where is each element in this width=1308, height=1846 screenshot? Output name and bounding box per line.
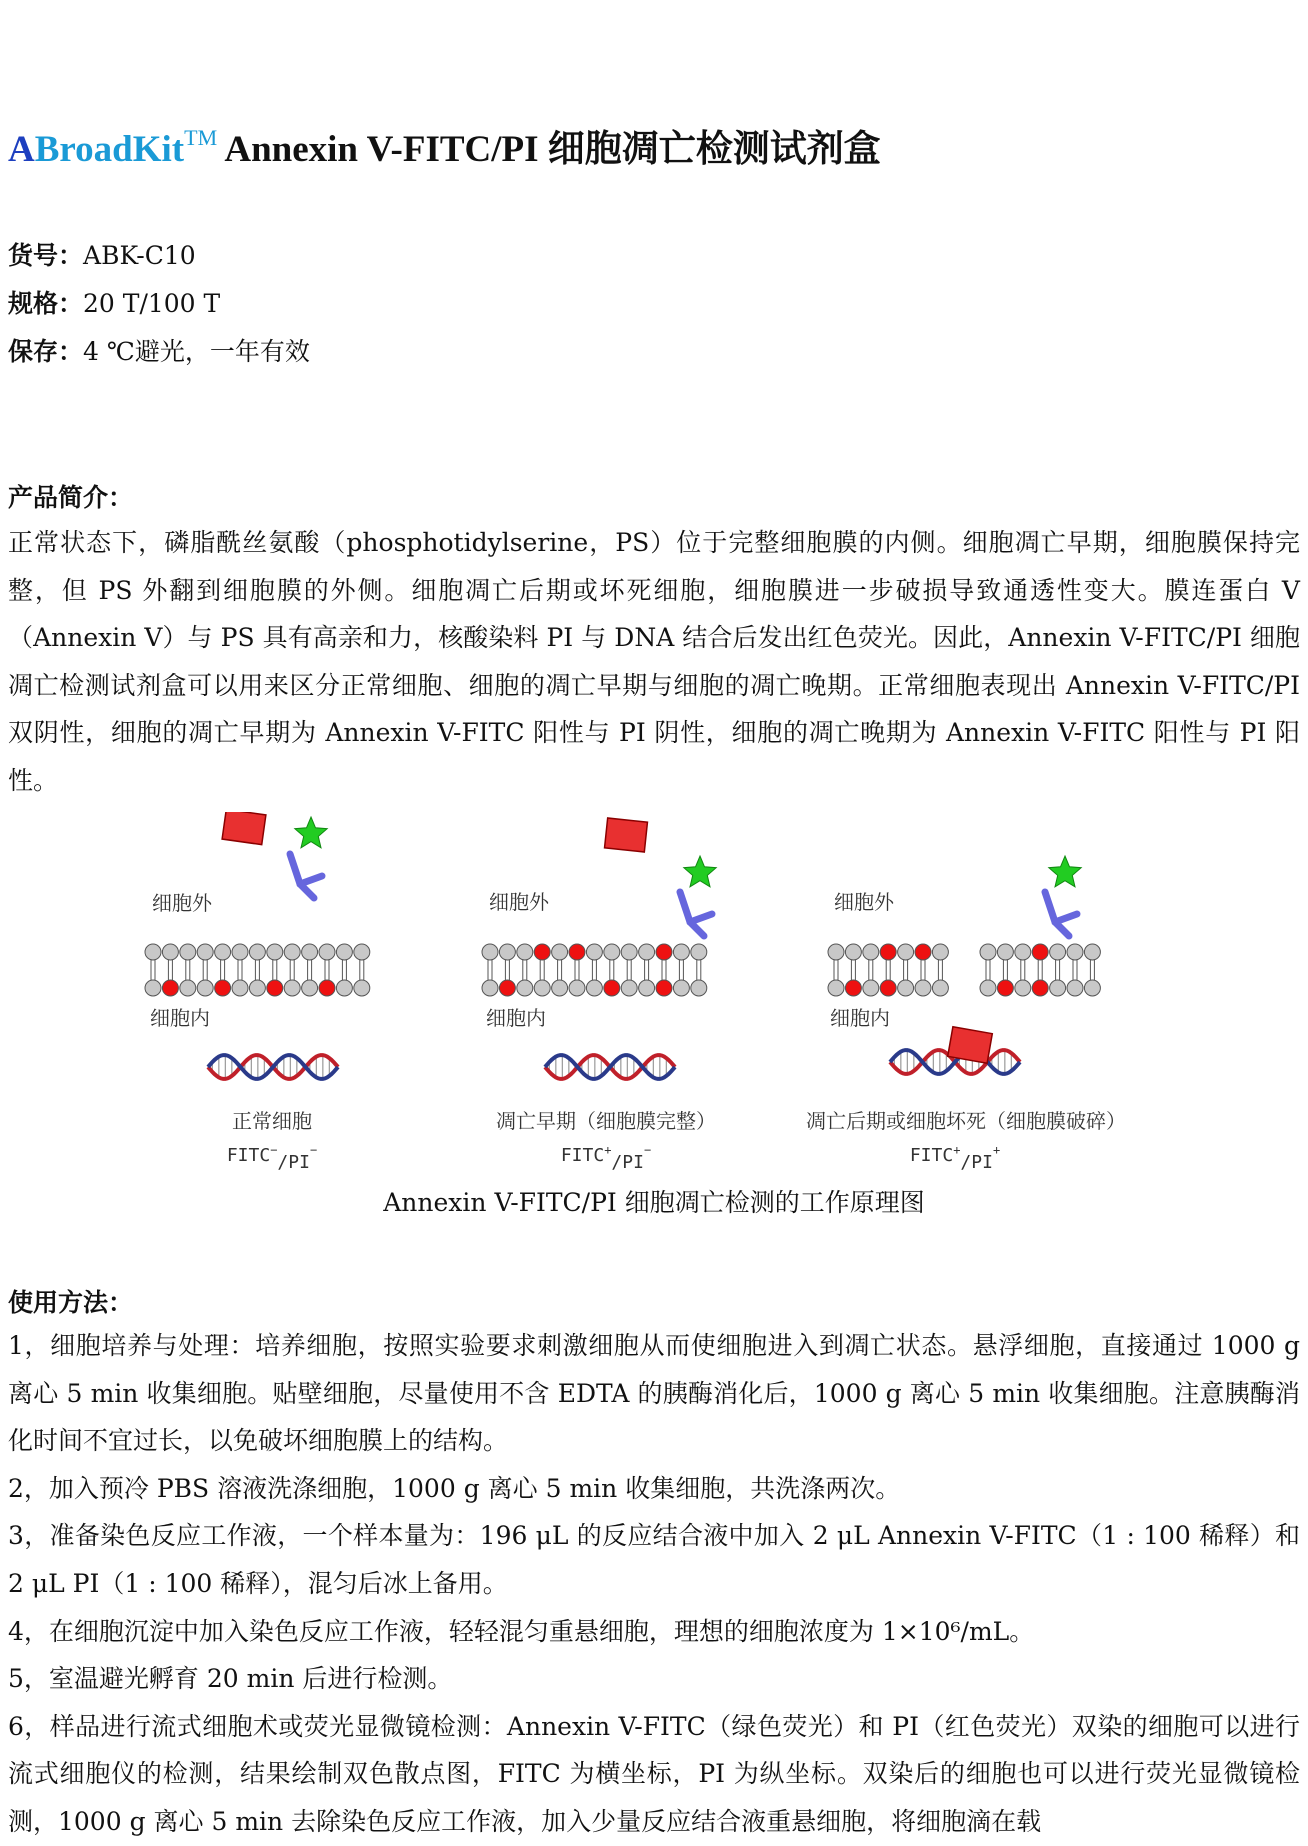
lipid-head xyxy=(898,944,914,960)
lipid-head xyxy=(1050,944,1066,960)
lipid-head xyxy=(517,944,533,960)
lipid-head xyxy=(319,944,335,960)
lipid-head xyxy=(1067,980,1083,996)
step-item: 3，准备染色反应工作液，一个样本量为：196 μL 的反应结合液中加入 2 μL Annexin V-FITC（1 : 100 稀释）和 2 μL PI（1 : 100 稀释），混匀后冰上备用。 xyxy=(8,1521,1300,1598)
lipid-head xyxy=(499,944,515,960)
fitc-star-icon xyxy=(684,856,716,887)
cell-state-label: 凋亡早期（细胞膜完整） xyxy=(496,1109,716,1133)
antibody-arm xyxy=(1055,922,1069,936)
outside-label: 细胞外 xyxy=(152,891,212,915)
ps-lipid-head xyxy=(915,944,931,960)
fitc-star-icon xyxy=(1049,856,1081,887)
annexin-antibody-icon xyxy=(680,892,712,936)
lipid-head xyxy=(232,944,248,960)
ps-lipid-head xyxy=(1032,944,1048,960)
specification xyxy=(8,284,220,320)
spec-value: 20 T/100 T xyxy=(83,289,221,318)
lipid-head xyxy=(1067,944,1083,960)
lipid-head xyxy=(267,944,283,960)
fitc-pi-label xyxy=(561,1143,651,1173)
ps-lipid-head xyxy=(319,980,335,996)
lipid-head xyxy=(828,980,844,996)
lipid-head xyxy=(863,944,879,960)
step-item: 1，细胞培养与处理：培养细胞，按照实验要求刺激细胞从而使细胞进入到凋亡状态。悬浮细胞，直接通过 1000 g 离心 5 min 收集细胞。贴壁细胞，尽量使用不含 EDTA 的胰酶消化后，1000 g 离心 5 min 收集细胞。注意胰酶消化时间不宜过长，以免破坏细胞膜上的结构。 xyxy=(8,1331,1300,1456)
lipid-head xyxy=(932,944,948,960)
antibody-arm xyxy=(300,884,314,898)
lipid-head xyxy=(932,980,948,996)
fitc-pi-label-part: + xyxy=(992,1143,1001,1157)
step-item: 5，室温避光孵育 20 min 后进行检测。 xyxy=(8,1664,453,1694)
ps-lipid-head xyxy=(569,944,585,960)
lipid-head xyxy=(1015,944,1031,960)
ps-lipid-head xyxy=(499,980,515,996)
cell-membrane xyxy=(145,944,370,996)
outside-label: 细胞外 xyxy=(834,890,894,914)
ps-lipid-head xyxy=(880,944,896,960)
fitc-star-icon xyxy=(295,817,327,848)
product-name: Annexin V-FITC/PI 细胞凋亡检测试剂盒 xyxy=(217,129,881,170)
lipid-head xyxy=(1015,980,1031,996)
fitc-pi-label-part: /PI xyxy=(277,1152,310,1173)
fitc-pi-label-part: /PI xyxy=(611,1152,644,1173)
lipid-head xyxy=(354,944,370,960)
lipid-head xyxy=(162,944,178,960)
lipid-head xyxy=(336,944,352,960)
lipid-head xyxy=(517,980,533,996)
fitc-pi-label-part: + xyxy=(953,1143,961,1157)
lipid-head xyxy=(180,944,196,960)
step-item: 4，在细胞沉淀中加入染色反应工作液，轻轻混匀重悬细胞，理想的细胞浓度为 1×10⁶/mL。 xyxy=(8,1616,1035,1646)
principle-figure xyxy=(0,812,1308,1202)
annexin-antibody-icon xyxy=(290,854,322,898)
lipid-head xyxy=(145,944,161,960)
pi-dye-icon xyxy=(948,1027,993,1063)
ps-lipid-head xyxy=(162,980,178,996)
lipid-head xyxy=(569,980,585,996)
lipid-head xyxy=(997,944,1013,960)
antibody-arm xyxy=(290,854,300,884)
lipid-head xyxy=(828,944,844,960)
cell-state-label: 正常细胞 xyxy=(232,1109,312,1133)
cell-membrane xyxy=(980,944,1100,996)
ps-lipid-head xyxy=(997,980,1013,996)
lipid-head xyxy=(302,944,318,960)
ps-lipid-head xyxy=(656,980,672,996)
lipid-head xyxy=(249,944,265,960)
inside-label: 细胞内 xyxy=(486,1006,546,1030)
pi-dye-icon xyxy=(222,812,266,845)
lipid-head xyxy=(354,980,370,996)
lipid-head xyxy=(249,980,265,996)
step-item: 2，加入预冷 PBS 溶液洗涤细胞，1000 g 离心 5 min 收集细胞，共洗涤两次。 xyxy=(8,1473,901,1503)
lipid-head xyxy=(302,980,318,996)
lipid-head xyxy=(180,980,196,996)
lipid-head xyxy=(673,980,689,996)
fitc-pi-label xyxy=(910,1143,1000,1173)
catalog-value: ABK-C10 xyxy=(83,241,196,270)
lipid-head xyxy=(691,944,707,960)
intro-heading: 产品简介： xyxy=(8,483,134,512)
trademark: TM xyxy=(184,125,218,150)
lipid-head xyxy=(621,944,637,960)
lipid-head xyxy=(1084,980,1100,996)
lipid-head xyxy=(482,980,498,996)
ps-lipid-head xyxy=(845,980,861,996)
step-item: 6，样品进行流式细胞术或荧光显微镜检测：Annexin V-FITC（绿色荧光）和 PI（红色荧光）双染的细胞可以进行流式细胞仪的检测，结果绘制双色散点图，FITC 为横坐标，PI 为纵坐标。双染后的细胞也可以进行荧光显微镜检测，1000 g 离心 5 min 去除染色反应工作液，加入少量反应结合液重悬细胞，将细胞滴在载 xyxy=(8,1711,1300,1836)
lipid-head xyxy=(639,980,655,996)
figure-caption: Annexin V-FITC/PI 细胞凋亡检测的工作原理图 xyxy=(383,1188,925,1217)
fitc-pi-label-part: + xyxy=(604,1143,612,1157)
lipid-head xyxy=(145,980,161,996)
lipid-head xyxy=(552,980,568,996)
lipid-head xyxy=(980,980,996,996)
fitc-pi-label-part: − xyxy=(309,1143,318,1157)
lipid-head xyxy=(534,980,550,996)
lipid-head xyxy=(898,980,914,996)
ps-lipid-head xyxy=(1032,980,1048,996)
lipid-head xyxy=(586,944,602,960)
lipid-head xyxy=(586,980,602,996)
lipid-head xyxy=(1084,944,1100,960)
storage-value: 4 ℃避光，一年有效 xyxy=(83,337,310,366)
inside-label: 细胞内 xyxy=(830,1006,890,1030)
storage xyxy=(8,332,310,368)
method-heading: 使用方法： xyxy=(8,1288,134,1317)
fitc-pi-label xyxy=(227,1143,317,1173)
lipid-head xyxy=(482,944,498,960)
dna-helix-icon xyxy=(545,1055,675,1079)
document-title xyxy=(8,118,881,172)
lipid-head xyxy=(1050,980,1066,996)
lipid-head xyxy=(621,980,637,996)
antibody-arm xyxy=(690,922,704,936)
lipid-head xyxy=(980,944,996,960)
pi-dye-icon xyxy=(605,818,648,852)
cell-state-label: 凋亡后期或细胞坏死（细胞膜破碎） xyxy=(806,1109,1126,1133)
antibody-arm xyxy=(680,892,690,922)
lipid-head xyxy=(604,944,620,960)
cell-membrane xyxy=(828,944,948,996)
dna-helix-icon xyxy=(208,1055,338,1079)
antibody-arm xyxy=(1045,892,1055,922)
fitc-pi-label-part: FITC xyxy=(226,1145,271,1166)
fitc-pi-label-part: /PI xyxy=(960,1152,993,1173)
lipid-head xyxy=(232,980,248,996)
fitc-pi-label-part: − xyxy=(643,1143,652,1157)
method-steps xyxy=(8,1322,1300,1846)
brand-name: BroadKit xyxy=(34,129,185,170)
lipid-head xyxy=(197,944,213,960)
fitc-pi-label-part: − xyxy=(270,1143,278,1157)
cell-membrane xyxy=(482,944,707,996)
intro-paragraph: 正常状态下，磷脂酰丝氨酸（phosphotidylserine，PS）位于完整细胞膜的内侧。细胞凋亡早期，细胞膜保持完整，但 PS 外翻到细胞膜的外侧。细胞凋亡后期或坏死细胞，细胞膜进一步破损导致通透性变大。膜连蛋白 V（Annexin V）与 PS 具有高亲和力，核酸染料 PI 与 DNA 结合后发出红色荧光。因此，Annexin V-FITC/PI 细胞凋亡检测试剂盒可以用来区分正常细胞、细胞的凋亡早期与细胞的凋亡晚期。正常细胞表现出 Annexin V-FITC/PI 双阴性，细胞的凋亡早期为 Annexin V-FITC 阳性与 PI 阴性，细胞的凋亡晚期为 Annexin V-FITC 阳性与 PI 阳性。 xyxy=(8,528,1300,795)
lipid-head xyxy=(215,944,231,960)
brand-a: A xyxy=(8,129,35,170)
ps-lipid-head xyxy=(267,980,283,996)
lipid-head xyxy=(197,980,213,996)
lipid-head xyxy=(915,980,931,996)
ps-lipid-head xyxy=(880,980,896,996)
lipid-head xyxy=(863,980,879,996)
fitc-pi-label-part: FITC xyxy=(909,1145,954,1166)
lipid-head xyxy=(552,944,568,960)
outside-label: 细胞外 xyxy=(489,890,549,914)
fitc-pi-label-part: FITC xyxy=(560,1145,605,1166)
lipid-head xyxy=(691,980,707,996)
ps-lipid-head xyxy=(656,944,672,960)
catalog-number xyxy=(8,236,196,272)
lipid-head xyxy=(284,944,300,960)
ps-lipid-head xyxy=(534,944,550,960)
dna-strand xyxy=(208,1055,338,1079)
ps-lipid-head xyxy=(215,980,231,996)
ps-lipid-head xyxy=(604,980,620,996)
catalog-label: 货号： xyxy=(8,241,84,270)
lipid-head xyxy=(336,980,352,996)
dna-strand xyxy=(545,1055,675,1079)
lipid-head xyxy=(673,944,689,960)
lipid-head xyxy=(284,980,300,996)
lipid-head xyxy=(639,944,655,960)
inside-label: 细胞内 xyxy=(150,1006,210,1030)
storage-label: 保存： xyxy=(8,337,84,366)
lipid-head xyxy=(845,944,861,960)
spec-label: 规格： xyxy=(8,289,84,318)
annexin-antibody-icon xyxy=(1045,892,1077,936)
